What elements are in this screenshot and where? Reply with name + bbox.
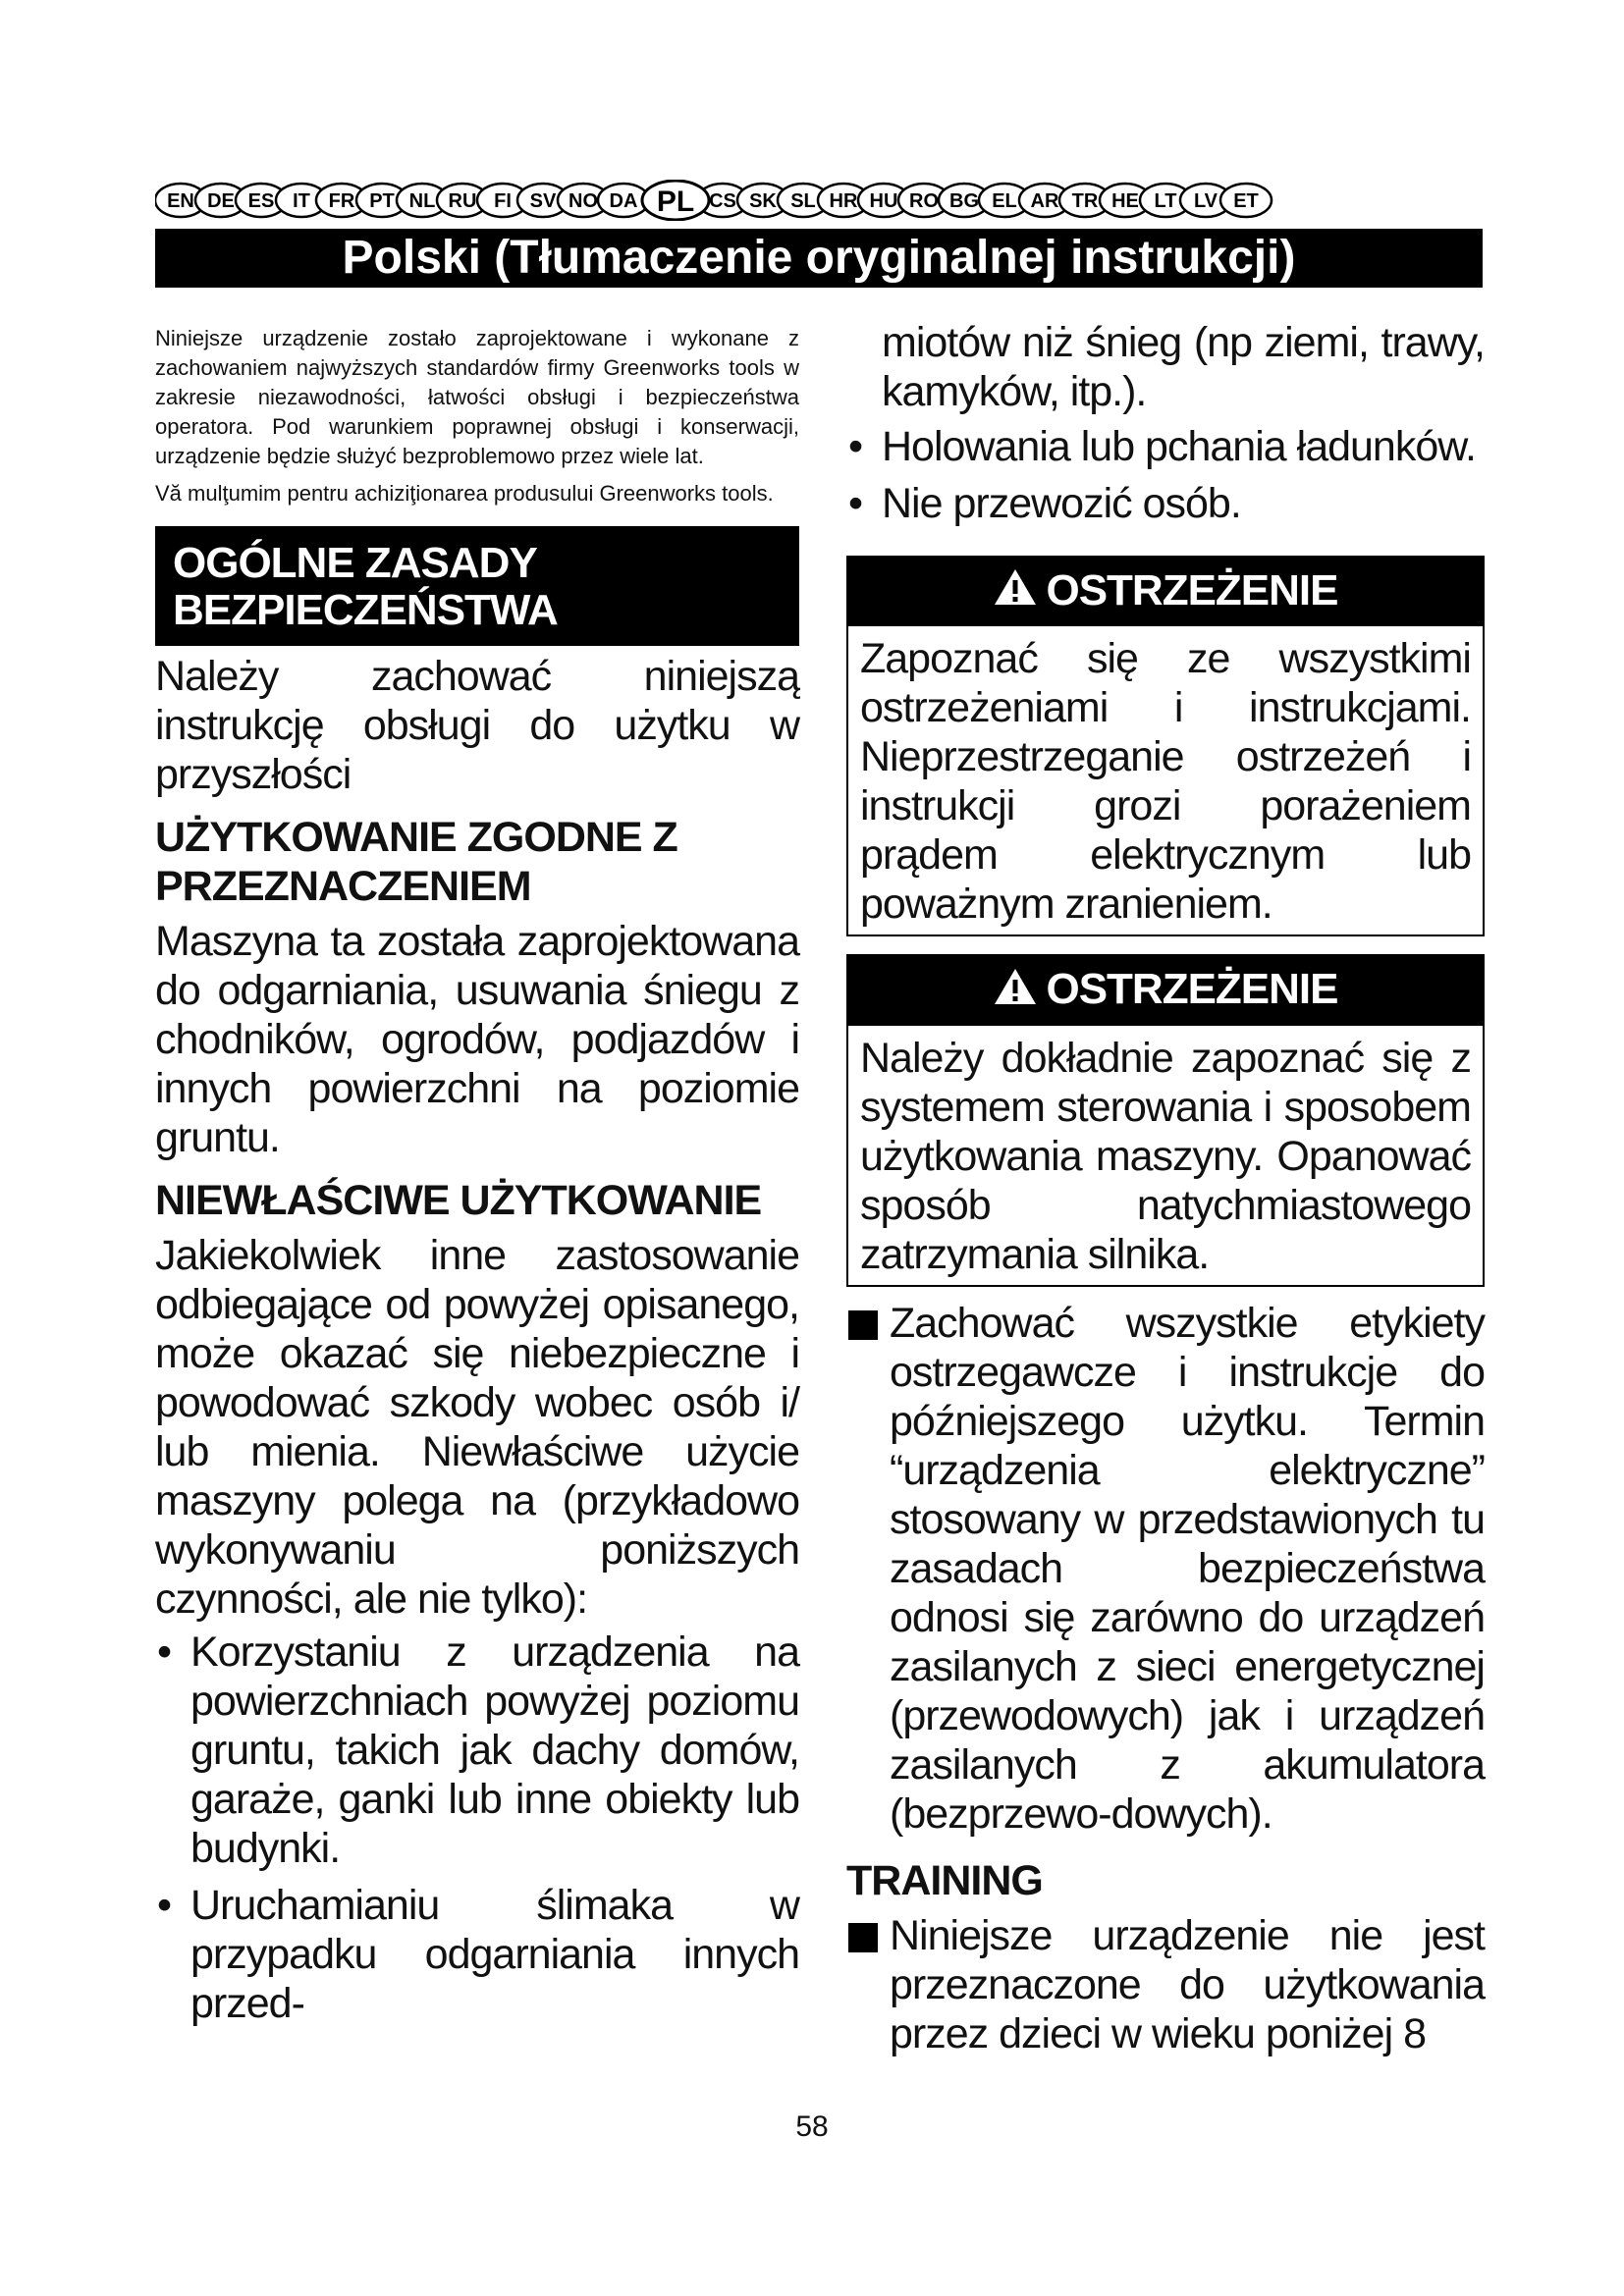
- svg-text:IT: IT: [293, 190, 310, 212]
- list-item: [846, 1911, 1485, 2058]
- svg-text:TR: TR: [1071, 190, 1099, 212]
- svg-text:SL: SL: [790, 190, 816, 212]
- svg-text:RO: RO: [909, 190, 939, 212]
- list-item: • Holowania lub pchania ładunków.: [846, 422, 1485, 471]
- svg-text:FI: FI: [494, 190, 512, 212]
- warning-triangle-icon: [993, 565, 1038, 620]
- svg-text:SK: SK: [749, 190, 777, 212]
- svg-text:EN: EN: [167, 190, 194, 212]
- list-item-text: Zachować wszystkie etykiety ostrzegawcze i instrukcje do późniejszego użytku. Termin “urządzenia elektryczne” stosowany w przedstawionych tu zasadach bezpieczeństwa odnosi się zarówno do urządzeń zasilanych z sieci energetycznej (przewodowych) jak i urządzeń zasilanych z akumulatora (bezprzewo-dowych).: [890, 1299, 1485, 1838]
- list-item: • Uruchamianiu ślimaka w przypadku odgarniania innych przed-: [155, 1881, 799, 2028]
- safety-rules-list: [846, 1299, 1485, 1839]
- svg-text:EL: EL: [992, 190, 1017, 212]
- warning-text: Zapoznać się ze wszystkimi ostrzeżeniami i instrukcjami. Nieprzestrzeganie ostrzeżeń i instrukcji grozi porażeniem prądem elektrycznym lub poważnym zranieniem.: [860, 635, 1471, 929]
- square-bullet-icon: [848, 1310, 878, 1340]
- svg-text:AR: AR: [1030, 190, 1059, 212]
- svg-text:NO: NO: [568, 190, 598, 212]
- page-number: 58: [795, 2110, 829, 2143]
- list-item: [846, 1299, 1485, 1839]
- intended-use-text: Maszyna ta została zaprojektowana do odgarniania, usuwania śniegu z chodników, ogrodów, podjazdów i innych powierzchni na poziomie gruntu.: [155, 918, 799, 1161]
- intended-use-heading: UŻYTKOWANIE ZGODNE Z PRZEZNACZENIEM: [155, 814, 677, 910]
- svg-text:SV: SV: [529, 190, 557, 212]
- svg-text:LV: LV: [1193, 190, 1218, 212]
- warning-header: [848, 956, 1483, 1025]
- warning-box: [846, 954, 1485, 1286]
- left-column: [155, 324, 799, 2036]
- svg-text:HU: HU: [869, 190, 898, 212]
- improper-use-text: Jakiekolwiek inne zastosowanie odbiegające od powyżej opisanego, może okazać się niebezpieczne i powodować szkody wobec osób i/ lub mienia. Niewłaściwe użycie maszyny polega na (przykładowo wykonywaniu poniższych czynności, ale nie tylko):: [155, 1232, 799, 1623]
- language-tab-et[interactable]: [1220, 184, 1272, 217]
- list-item-text: Niniejsze urządzenie nie jest przeznaczone do użytkowania przez dzieci w wieku poniżej 8: [890, 1911, 1485, 2057]
- svg-text:CS: CS: [709, 190, 736, 212]
- warning-label: OSTRZEŻENIE: [1046, 566, 1338, 614]
- warning-text: Należy dokładnie zapoznać się z systemem sterowania i sposobem użytkowania maszyny. Opanować sposób natychmiastowego zatrzymania silnika.: [860, 1034, 1471, 1278]
- general-safety-heading: OGÓLNE ZASADY BEZPIECZEŃSTWA: [155, 526, 799, 646]
- improper-use-list: [155, 1628, 799, 2028]
- general-safety-text: Należy zachować niniejszą instrukcję obsługi do użytku w przyszłości: [155, 653, 799, 798]
- warning-box: [846, 556, 1485, 936]
- right-column: [846, 319, 1485, 2058]
- intro-paragraph: Niniejsze urządzenie zostało zaprojektowane i wykonane z zachowaniem najwyższych standardów firmy Greenworks tools w zakresie niezawodności, łatwości obsługi i bezpieczeństwa operatora. Pod warunkiem poprawnej obsługi i konserwacji, urządzenie będzie służyć bezproblemowo przez wiele lat.: [155, 326, 799, 468]
- svg-text:RU: RU: [448, 190, 477, 212]
- svg-text:PL: PL: [656, 186, 695, 218]
- training-list: [846, 1911, 1485, 2058]
- svg-text:NL: NL: [408, 190, 436, 212]
- svg-text:FR: FR: [328, 190, 355, 212]
- svg-text:HE: HE: [1111, 190, 1139, 212]
- svg-text:ET: ET: [1233, 190, 1259, 212]
- warning-header: [848, 558, 1483, 626]
- language-tab-pl[interactable]: [642, 181, 709, 220]
- list-item: • Nie przewozić osób.: [846, 479, 1485, 528]
- svg-text:DA: DA: [609, 190, 638, 212]
- svg-text:PT: PT: [369, 190, 395, 212]
- bullet-continuation: miotów niż śnieg (np ziemi, trawy, kamyków, itp.).: [882, 319, 1485, 415]
- improper-use-list-continued: [846, 422, 1485, 528]
- list-item: • Korzystaniu z urządzenia na powierzchniach powyżej poziomu gruntu, takich jak dachy domów, garaże, ganki lub inne obiekty lub budynki.: [155, 1628, 799, 1873]
- svg-text:HR: HR: [829, 190, 858, 212]
- thank-you-paragraph: Vă mulţumim pentru achiziţionarea produsului Greenworks tools.: [155, 481, 774, 506]
- page-title: Polski (Tłumaczenie oryginalnej instrukcji): [155, 229, 1483, 288]
- language-bar-graphic: [155, 180, 1483, 221]
- improper-use-heading: NIEWŁAŚCIWE UŻYTKOWANIE: [155, 1177, 762, 1224]
- svg-text:DE: DE: [207, 190, 235, 212]
- square-bullet-icon: [848, 1923, 878, 1952]
- svg-text:BG: BG: [949, 190, 979, 212]
- training-heading: TRAINING: [846, 1856, 1043, 1904]
- warning-triangle-icon: [993, 965, 1038, 1020]
- svg-text:LT: LT: [1154, 190, 1177, 212]
- warning-label: OSTRZEŻENIE: [1046, 965, 1338, 1014]
- language-selector: [155, 180, 1483, 221]
- svg-text:ES: ES: [247, 190, 275, 212]
